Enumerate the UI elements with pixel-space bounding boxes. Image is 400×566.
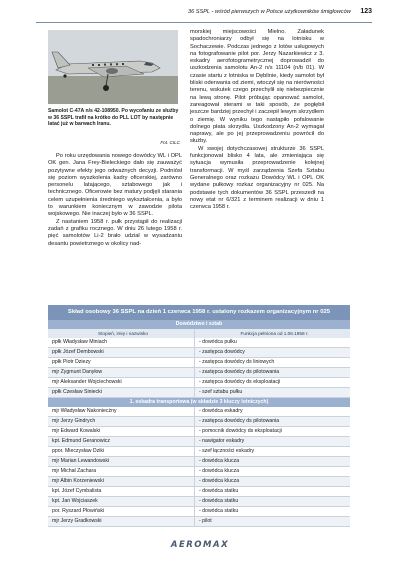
table-cell-function: - dowódca statku <box>194 497 350 506</box>
photo-caption: Samolot C-47A n/s 42-108950. Po wycofaniu ze służby w 36 SSPL trafił na krótko do PLL LOT by następnie latać już w barwach Iranu. <box>48 108 179 127</box>
table-cell-name: ppor. Mieczysław Dziki <box>52 448 105 454</box>
table-body-command <box>48 338 350 398</box>
header-divider <box>36 22 372 23</box>
left-text-column <box>48 153 182 248</box>
table-cell-name: kpt. Edmund Geranowicz <box>52 438 110 444</box>
table-cell-name: mjr Władysław Nakoniecżny <box>52 408 117 414</box>
column-header-function: Funkcja pełniona od 1.06.1958 r. <box>194 329 350 338</box>
table-cell-function: - zastępca dowódcy ds pilotowania <box>194 417 350 426</box>
table-section-heading: 1. eskadra transportowa (w składzie 3 kluczy lotniczych) <box>48 398 350 407</box>
paragraph: morskiej miejscowości Mielno. Załadunek spadochroniarzy odbył się na lotnisku w Sochaczewie. Podczas jednego z lotów usługowych na fotografowanie pilot por. Jerzy Nazarkiewicz z 3. eskadry aerofotogrametrycznej doprowadził do uszkodzenia samolotu An-2 n/s 11104 (n/b 01). W czasie startu z lotniska w Dęblinie, kiedy samolot był bliski oderwania od ziemi, wtoczył się na nierówności terenu, wskutek czego przechylił się niebezpiecznie na lewą stronę. Pilot próbując opanować samolot, zareagował sterami w taki sposób, że pogłębił jeszcze bardziej przechył i zaczepił lewym skrzydłem o ziemię. W wyniku tego nastąpiło pofalowanie dolnego płata skrzydła. Uszkodzony An-2 wymagał naprawy, ale po jej przeprowadzeniu powrócił do służby. <box>190 29 324 145</box>
table-cell-function: - dowódca klucza <box>194 467 350 476</box>
table-cell-name: kpt. Józef Cymbalista <box>52 488 102 494</box>
table-row <box>48 437 350 447</box>
table-cell-function: - zastępca dowódcy ds pilotowania <box>194 368 350 377</box>
paragraph: W swojej dotychczasowej strukturze 36 SSPL funkcjonował blisko 4 lata, ale zmieniająca się sytuacja wymusiła przeprowadzenie kolejnej transformacji. W myśl zarządzenia Szefa Sztabu Generalnego oraz rozkazu Dowódcy WL i OPL OK wydane pułkowy rozkaz organizacyjny nr 025. Na podstawie tych dokumentów 36 SSPL przeszedł na nowy etat nr 6/321 z terminem realizacji w dniu 1 czerwca 1958 r. <box>190 145 324 211</box>
table-cell-name: mjr Zygmunt Danyłow <box>52 369 103 375</box>
table-cell-function: - dowódca eskadry <box>194 407 350 416</box>
table-row <box>48 358 350 368</box>
aircraft-photo <box>48 30 178 104</box>
photo-credit: Fot. CILC <box>160 140 180 145</box>
table-row <box>48 447 350 457</box>
table-cell-function: - dowódca statku <box>194 507 350 516</box>
table-row <box>48 517 350 527</box>
running-header <box>36 8 372 22</box>
table-cell-name: por. Ryszard Płowiński <box>52 508 105 514</box>
table-cell-function: - pomocnik dowódcy ds eksploatacji <box>194 427 350 436</box>
table-row <box>48 348 350 358</box>
aeromax-logo: AEROMAX <box>170 540 230 550</box>
table-cell-name: ppłk Józef Dembowski <box>52 349 104 355</box>
table-cell-name: mjr Marian Lewandowski <box>52 458 110 464</box>
table-cell-name: mjr Jerzy Gindrych <box>52 418 96 424</box>
table-cell-function: - nawigator eskadry <box>194 437 350 446</box>
running-title: 36 SSPL - wśród pierwszych w Polsce użytkowników śmigłowców <box>187 9 351 15</box>
table-row <box>48 477 350 487</box>
table-row <box>48 368 350 378</box>
table-cell-function: - szef łączności eskadry <box>194 447 350 456</box>
table-cell-function: - szef sztabu pułku <box>194 388 350 397</box>
table-row <box>48 338 350 348</box>
table-cell-name: mjr Aleksander Wojciechowski <box>52 379 122 385</box>
column-header-rank-name: Stopień, imię i nazwisko <box>97 331 149 336</box>
table-cell-function: - zastępca dowódcy ds eksploatacji <box>194 378 350 387</box>
table-row <box>48 457 350 467</box>
paragraph: Po roku urzędowania nowego dowódcy WL i OPL OK gen. Jana Frey-Bieleckiego dało się zauważyć pozytywne efekty jego odważnych decyzji. Podniósł się poziom wyszkolenia kadry oficerskiej, zarówno personelu latającego, sztabowego jak i technicznego. Oficerowie bez matury podjęli starania celem uzupełnienia średniego wykształcenia, a było to warunkiem koniecznym w zawodzie pilota wojskowego. Nie inaczej było w 36 SSPL. <box>48 153 182 218</box>
table-row <box>48 427 350 437</box>
table-cell-name: ppłk Czesław Siniecki <box>52 389 102 395</box>
table-cell-name: mjr Albin Korzeniewski <box>52 478 104 484</box>
table-cell-name: mjr Michał Zachara <box>52 468 97 474</box>
c47-aircraft-illustration <box>48 30 178 104</box>
table-section-heading: Dowództwo i sztab <box>48 320 350 329</box>
paragraph: Z nastaniem 1958 r. pułk przystąpił do realizacji zadań z grafiku rocznego. W dniu 26 lutego 1958 r. pięć samolotów Li-2 brało udział w wysadzaniu desantu powietrznego w okolicy nad- <box>48 218 182 247</box>
table-cell-function: - zastępca dowódcy ds liniowych <box>194 358 350 367</box>
table-cell-function: - dowódca klucza <box>194 457 350 466</box>
table-row <box>48 487 350 497</box>
table-cell-function: - pilot <box>194 517 350 526</box>
table-cell-name: mjr Jerzy Gradkowski <box>52 518 102 524</box>
table-cell-function: - dowódca pułku <box>194 338 350 347</box>
table-cell-function: - dowódca statku <box>194 487 350 496</box>
table-row <box>48 507 350 517</box>
table-cell-function: - zastępca dowódcy <box>194 348 350 357</box>
table-row <box>48 417 350 427</box>
table-body-squadron <box>48 407 350 527</box>
table-column-headers <box>48 329 350 338</box>
table-cell-function: - dowódca klucza <box>194 477 350 486</box>
table-row <box>48 497 350 507</box>
table-row <box>48 388 350 398</box>
personnel-table <box>48 305 350 527</box>
table-cell-name: kpt. Jan Wojciaszek <box>52 498 98 504</box>
right-text-column <box>190 29 324 211</box>
table-row <box>48 407 350 417</box>
page-number: 123 <box>360 8 372 15</box>
table-title: Skład osobowy 36 SSPL na dzień 1 czerwca 1958 r. ustalony rozkazem organizacyjnym nr 025 <box>48 305 350 320</box>
table-cell-name: mjr Edward Kowalski <box>52 428 101 434</box>
table-row <box>48 467 350 477</box>
table-cell-name: ppłk Władysław Miniach <box>52 339 108 345</box>
table-cell-name: ppłk Piotr Dziezy <box>52 359 91 365</box>
table-row <box>48 378 350 388</box>
